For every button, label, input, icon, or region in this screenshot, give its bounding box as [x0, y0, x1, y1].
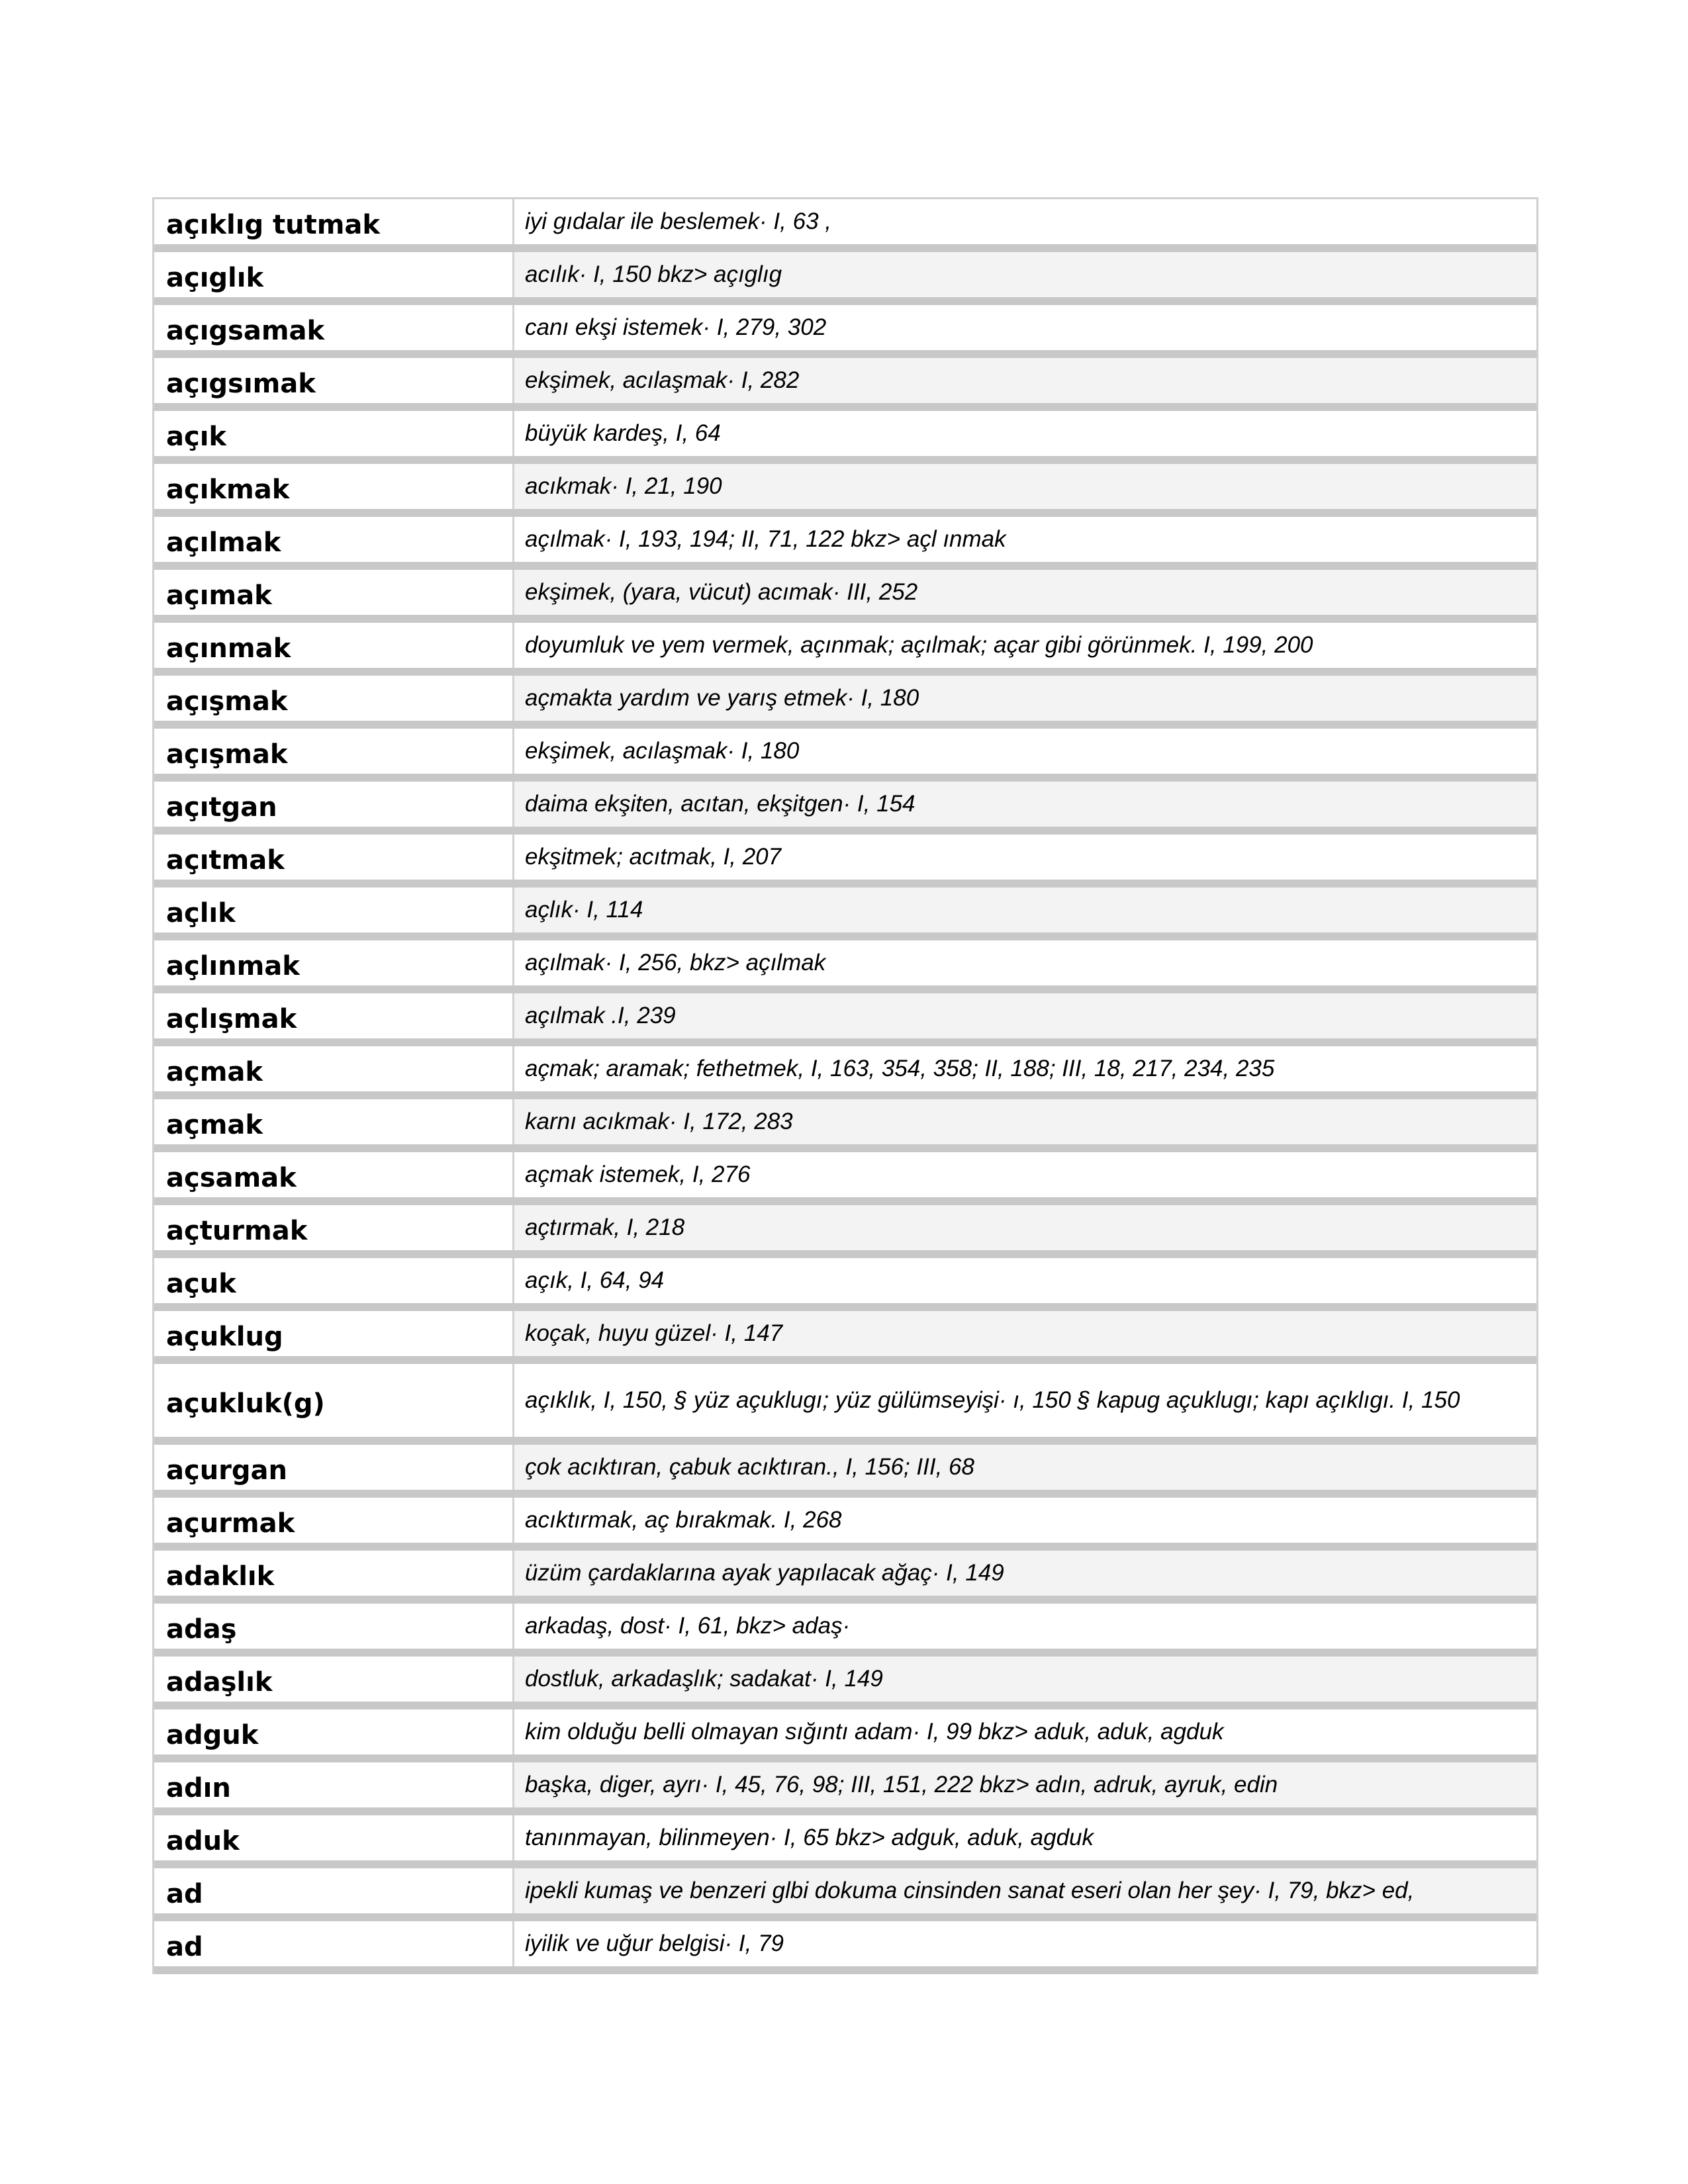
headword: açıtgan	[154, 782, 514, 827]
headword: açuk	[154, 1258, 514, 1303]
headword: açlık	[154, 887, 514, 933]
headword: açıgsımak	[154, 358, 514, 403]
table-row	[154, 1868, 1536, 1921]
definition: karnı acıkmak· I, 172, 283	[514, 1099, 1536, 1144]
headword: açurgan	[154, 1445, 514, 1490]
headword: açıglık	[154, 252, 514, 297]
headword: adın	[154, 1762, 514, 1807]
table-row	[154, 1099, 1536, 1152]
table-row	[154, 570, 1536, 623]
table-row	[154, 1152, 1536, 1205]
table-row	[154, 835, 1536, 887]
table-row	[154, 1709, 1536, 1762]
definition: iyi gıdalar ile beslemek· I, 63 ,	[525, 208, 831, 234]
table-row	[154, 1551, 1536, 1604]
table-row	[154, 1657, 1536, 1709]
definition: ipekli kumaş ve benzeri glbi dokuma cinsinden sanat eseri olan her şey· I, 79, bkz> ed,	[514, 1868, 1536, 1913]
definition: acıkmak· I, 21, 190	[514, 464, 1536, 509]
definition: çok acıktıran, çabuk acıktıran., I, 156; III, 68	[514, 1445, 1536, 1490]
definition: iyilik ve uğur belgisi· I, 79	[525, 1931, 784, 1956]
headword: ad	[154, 1921, 514, 1966]
table-row	[154, 252, 1536, 305]
table-row	[154, 676, 1536, 729]
definition: ekşimek, acılaşmak· I, 180	[525, 738, 800, 764]
headword: açsamak	[154, 1152, 514, 1197]
table-row	[154, 1498, 1536, 1551]
definition: tanınmayan, bilinmeyen· I, 65 bkz> adguk, aduk, agduk	[525, 1825, 1094, 1850]
headword: adaşlık	[154, 1657, 514, 1702]
table-row	[154, 1205, 1536, 1258]
table-row	[154, 358, 1536, 411]
table-row	[154, 305, 1536, 358]
definition: üzüm çardaklarına ayak yapılacak ağaç· I, 149	[514, 1551, 1536, 1596]
table-row	[154, 1445, 1536, 1498]
headword: açmak	[154, 1099, 514, 1144]
definition: canı ekşi istemek· I, 279, 302	[525, 314, 827, 340]
headword: adaş	[154, 1604, 514, 1649]
definition: dostluk, arkadaşlık; sadakat· I, 149	[514, 1657, 1536, 1702]
definition: ekşimek, acılaşmak· I, 282	[514, 358, 1536, 403]
definition: acılık· I, 150 bkz> açıglıg	[514, 252, 1536, 297]
definition: açmakta yardım ve yarış etmek· I, 180	[514, 676, 1536, 721]
table-row	[154, 1762, 1536, 1815]
headword: açıgsamak	[154, 305, 514, 350]
table-row	[154, 517, 1536, 570]
headword: açık	[154, 411, 514, 456]
definition: açılmak .I, 239	[514, 993, 1536, 1038]
table-row	[154, 1046, 1536, 1099]
definition: başka, diger, ayrı· I, 45, 76, 98; III, 151, 222 bkz> adın, adruk, ayruk, edin	[514, 1762, 1536, 1807]
headword: açmak	[154, 1046, 514, 1091]
headword: açurmak	[154, 1498, 514, 1543]
definition: açmak istemek, I, 276	[525, 1161, 751, 1187]
table-row	[154, 1311, 1536, 1364]
definition: açılmak· I, 193, 194; II, 71, 122 bkz> açl ınmak	[525, 526, 1006, 552]
definition: daima ekşiten, acıtan, ekşitgen· I, 154	[514, 782, 1536, 827]
table-row	[154, 623, 1536, 676]
headword: açıtmak	[154, 835, 514, 880]
headword: açıkmak	[154, 464, 514, 509]
headword: açuklug	[154, 1311, 514, 1356]
definition: ekşitmek; acıtmak, I, 207	[525, 844, 782, 870]
definition: kim olduğu belli olmayan sığıntı adam· I, 99 bkz> aduk, aduk, agduk	[525, 1719, 1224, 1745]
definition: açık, I, 64, 94	[525, 1267, 665, 1293]
table-row	[154, 782, 1536, 835]
definition: arkadaş, dost· I, 61, bkz> adaş·	[525, 1613, 851, 1639]
headword: adguk	[154, 1709, 514, 1754]
table-row	[154, 1815, 1536, 1868]
table-row	[154, 993, 1536, 1046]
headword: açışmak	[154, 729, 514, 774]
definition: büyük kardeş, I, 64	[525, 420, 721, 446]
headword: açışmak	[154, 676, 514, 721]
table-row	[154, 411, 1536, 464]
definition: koçak, huyu güzel· I, 147	[514, 1311, 1536, 1356]
definition: açmak; aramak; fethetmek, I, 163, 354, 358; II, 188; III, 18, 217, 234, 235	[525, 1056, 1275, 1081]
headword: açılmak	[154, 517, 514, 562]
table-row	[154, 1258, 1536, 1311]
table-row	[154, 729, 1536, 782]
headword: adaklık	[154, 1551, 514, 1596]
table-row	[154, 940, 1536, 993]
headword: ad	[154, 1868, 514, 1913]
definition: acıktırmak, aç bırakmak. I, 268	[525, 1507, 842, 1533]
headword: açınmak	[154, 623, 514, 668]
dictionary-table	[152, 197, 1538, 1974]
headword: açlışmak	[154, 993, 514, 1038]
definition: açıklık, I, 150, § yüz açuklugı; yüz gülümseyişi· ı, 150 § kapug açuklugı; kapı açıklıgı. I, 150	[525, 1387, 1460, 1413]
headword: açıklıg tutmak	[154, 199, 514, 244]
table-row	[154, 1604, 1536, 1657]
table-row	[154, 1921, 1536, 1974]
headword: açlınmak	[154, 940, 514, 985]
definition: açlık· I, 114	[514, 887, 1536, 933]
headword: açturmak	[154, 1205, 514, 1250]
definition: açılmak· I, 256, bkz> açılmak	[525, 950, 826, 976]
headword: aduk	[154, 1815, 514, 1860]
table-row	[154, 199, 1536, 252]
table-row	[154, 1364, 1536, 1445]
definition: doyumluk ve yem vermek, açınmak; açılmak; açar gibi görünmek. I, 199, 200	[525, 632, 1313, 658]
headword: açımak	[154, 570, 514, 615]
headword: açukluk(g)	[154, 1364, 514, 1437]
table-row	[154, 887, 1536, 940]
definition: açtırmak, I, 218	[514, 1205, 1536, 1250]
table-row	[154, 464, 1536, 517]
definition: ekşimek, (yara, vücut) acımak· III, 252	[514, 570, 1536, 615]
